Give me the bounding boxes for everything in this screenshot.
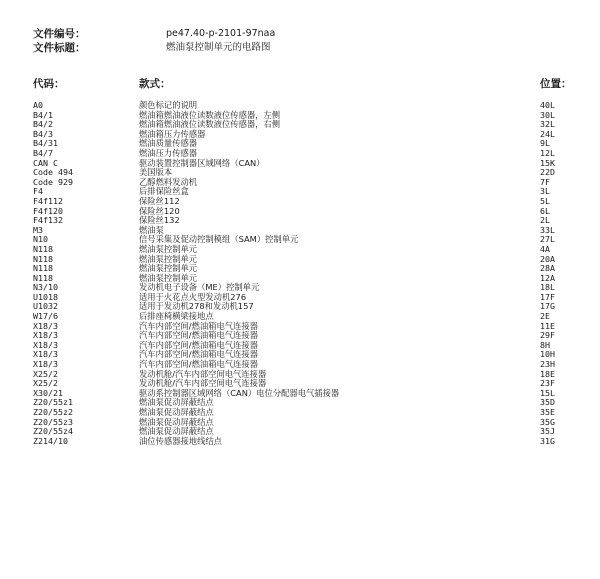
- component-description: 后排座椅横梁接地点: [139, 311, 214, 322]
- component-description: 适用于火花点火型发动机276: [139, 291, 247, 302]
- component-description: 汽车内部空间/燃油箱电气连接器: [139, 320, 258, 331]
- component-code: X18/3: [33, 320, 58, 331]
- component-code: X18/3: [33, 330, 58, 341]
- list-item: [0, 111, 600, 121]
- component-description: 汽车内部空间/燃油箱电气连接器: [139, 339, 258, 350]
- component-description: 保险丝120: [139, 205, 180, 216]
- component-description: 燃油泵促动屏蔽结点: [139, 407, 214, 417]
- doc-title-value: 燃油泵控制单元的电路图: [166, 42, 271, 53]
- component-code: X18/3: [33, 359, 58, 370]
- component-code: F4f112: [33, 195, 63, 206]
- component-code: Z214/10: [33, 435, 68, 446]
- list-item: [0, 274, 600, 284]
- component-code: B4/7: [33, 147, 53, 158]
- component-description: 发动机舱/汽车内部空间电气连接器: [139, 368, 267, 379]
- component-position: 2L: [540, 215, 550, 226]
- component-position: 23F: [540, 378, 555, 389]
- component-position: 8H: [540, 339, 550, 350]
- component-description: 驱动装置控制器区域网络（CAN）: [139, 157, 265, 168]
- component-position: 12L: [540, 147, 555, 158]
- list-item: [0, 398, 600, 408]
- component-position: 17F: [540, 291, 555, 302]
- component-description: 信号采集及促动控制模组（SAM）控制单元: [139, 234, 299, 245]
- list-item: [0, 418, 600, 428]
- component-code: B4/1: [33, 109, 53, 120]
- list-item: [0, 139, 600, 149]
- component-description: 燃油泵控制单元: [139, 272, 198, 283]
- list-item: [0, 178, 600, 188]
- list-item: [0, 159, 600, 169]
- component-position: 5L: [540, 195, 550, 206]
- component-description: 保险丝112: [139, 195, 180, 206]
- component-position: 17G: [540, 301, 555, 312]
- component-position: 7F: [540, 176, 550, 187]
- component-description: 燃油泵控制单元: [139, 263, 198, 274]
- component-code: N10: [33, 234, 48, 245]
- list-item: [0, 120, 600, 130]
- component-position: 18L: [540, 282, 555, 293]
- component-position: 28A: [540, 263, 555, 274]
- list-item: [0, 427, 600, 437]
- component-description: 保险丝132: [139, 215, 180, 226]
- component-code: F4: [33, 186, 43, 197]
- component-position: 29F: [540, 330, 555, 341]
- component-code: U1032: [33, 301, 58, 312]
- component-code: U1018: [33, 291, 58, 302]
- list-item: [0, 408, 600, 418]
- header-item: 款式：: [139, 78, 171, 90]
- list-item: [0, 245, 600, 255]
- component-position: 6L: [540, 205, 550, 216]
- component-position: 27L: [540, 234, 555, 245]
- list-item: [0, 187, 600, 197]
- list-item: [0, 226, 600, 236]
- list-item: [0, 130, 600, 140]
- component-position: 12A: [540, 272, 555, 283]
- component-code: N118: [33, 272, 53, 283]
- list-item: [0, 350, 600, 360]
- list-item: [0, 389, 600, 399]
- doc-number-value: pe47.40-p-2101-97naa: [166, 28, 276, 39]
- component-position: 3L: [540, 186, 550, 197]
- component-code: Z20/55z1: [33, 397, 73, 408]
- header-code: 代码：: [33, 78, 65, 90]
- component-position: 18E: [540, 368, 555, 379]
- component-description: 汽车内部空间/燃油箱电气连接器: [139, 359, 258, 370]
- list-item: [0, 264, 600, 274]
- component-code: N118: [33, 253, 53, 264]
- component-code: Z20/55z3: [33, 416, 73, 427]
- list-item: [0, 216, 600, 226]
- component-code: W17/6: [33, 311, 58, 322]
- list-item: [0, 149, 600, 159]
- component-position: 31G: [540, 435, 555, 446]
- list-item: [0, 437, 600, 447]
- list-item: [0, 235, 600, 245]
- component-code: N118: [33, 243, 53, 254]
- component-code: X30/21: [33, 387, 63, 398]
- component-description: 燃油压力传感器: [139, 147, 198, 158]
- component-position: 22D: [540, 167, 555, 178]
- component-description: 后排保险丝盒: [139, 186, 189, 197]
- component-position: 24L: [540, 128, 555, 139]
- list-item: [0, 360, 600, 370]
- component-list: [0, 101, 600, 446]
- component-code: Z20/55z2: [33, 407, 73, 417]
- component-description: 燃油泵控制单元: [139, 253, 198, 264]
- component-description: 颜色标记的说明: [139, 100, 198, 110]
- component-description: 发动机舱/汽车内部空间电气连接器: [139, 378, 267, 389]
- list-item: [0, 331, 600, 341]
- list-item: [0, 207, 600, 217]
- list-item: [0, 101, 600, 111]
- component-position: 40L: [540, 100, 555, 110]
- component-description: 燃油箱压力传感器: [139, 128, 206, 139]
- component-description: 燃油箱燃油液位读数液位传感器，右侧: [139, 119, 281, 130]
- component-description: 燃油泵: [139, 224, 164, 235]
- component-position: 33L: [540, 224, 555, 235]
- component-position: 23H: [540, 359, 555, 370]
- list-item: [0, 283, 600, 293]
- component-description: 油位传感器接地线结点: [139, 435, 222, 446]
- component-position: 11E: [540, 320, 555, 331]
- component-description: 燃油箱燃油液位读数液位传感器，左侧: [139, 109, 281, 120]
- component-code: A0: [33, 100, 43, 110]
- component-description: 适用于发动机278和发动机157: [139, 301, 254, 312]
- component-position: 10H: [540, 349, 555, 360]
- component-description: 发动机电子设备（ME）控制单元: [139, 282, 260, 293]
- list-item: [0, 293, 600, 303]
- component-position: 32L: [540, 119, 555, 130]
- component-code: B4/3: [33, 128, 53, 139]
- component-description: 燃油质量传感器: [139, 138, 198, 149]
- component-code: X25/2: [33, 368, 58, 379]
- component-code: B4/2: [33, 119, 53, 130]
- list-item: [0, 255, 600, 265]
- component-code: F4f132: [33, 215, 63, 226]
- header-position: 位置：: [540, 78, 572, 90]
- component-position: 2E: [540, 311, 550, 322]
- component-position: 35J: [540, 426, 555, 437]
- component-code: X25/2: [33, 378, 58, 389]
- component-code: CAN C: [33, 157, 58, 168]
- component-position: 20A: [540, 253, 555, 264]
- component-code: Code 929: [33, 176, 73, 187]
- component-position: 15K: [540, 157, 555, 168]
- component-position: 35D: [540, 397, 555, 408]
- component-code: F4f120: [33, 205, 63, 216]
- component-description: 汽车内部空间/燃油箱电气连接器: [139, 330, 258, 341]
- list-item: [0, 197, 600, 207]
- component-position: 35E: [540, 407, 555, 417]
- list-item: [0, 312, 600, 322]
- component-position: 9L: [540, 138, 550, 149]
- list-item: [0, 302, 600, 312]
- component-code: Code 494: [33, 167, 73, 178]
- component-position: 4A: [540, 243, 550, 254]
- component-description: 美国版本: [139, 167, 173, 178]
- list-item: [0, 341, 600, 351]
- component-code: Z20/55z4: [33, 426, 73, 437]
- doc-title-label: 文件标题：: [33, 42, 86, 54]
- component-description: 汽车内部空间/燃油箱电气连接器: [139, 349, 258, 360]
- component-code: B4/31: [33, 138, 58, 149]
- component-code: M3: [33, 224, 43, 235]
- list-item: [0, 168, 600, 178]
- component-description: 驱动系控制器区域网络（CAN）电位分配器电气插接器: [139, 387, 340, 398]
- list-item: [0, 370, 600, 380]
- component-position: 30L: [540, 109, 555, 120]
- component-position: 35G: [540, 416, 555, 427]
- list-item: [0, 322, 600, 332]
- component-code: X18/3: [33, 339, 58, 350]
- component-description: 乙醇燃料发动机: [139, 176, 198, 187]
- component-position: 15L: [540, 387, 555, 398]
- component-code: N118: [33, 263, 53, 274]
- component-code: N3/10: [33, 282, 58, 293]
- component-description: 燃油泵促动屏蔽结点: [139, 397, 214, 408]
- component-description: 燃油泵控制单元: [139, 243, 198, 254]
- doc-number-label: 文件编号：: [33, 28, 86, 40]
- component-code: X18/3: [33, 349, 58, 360]
- component-description: 燃油泵促动屏蔽结点: [139, 426, 214, 437]
- component-description: 燃油泵促动屏蔽结点: [139, 416, 214, 427]
